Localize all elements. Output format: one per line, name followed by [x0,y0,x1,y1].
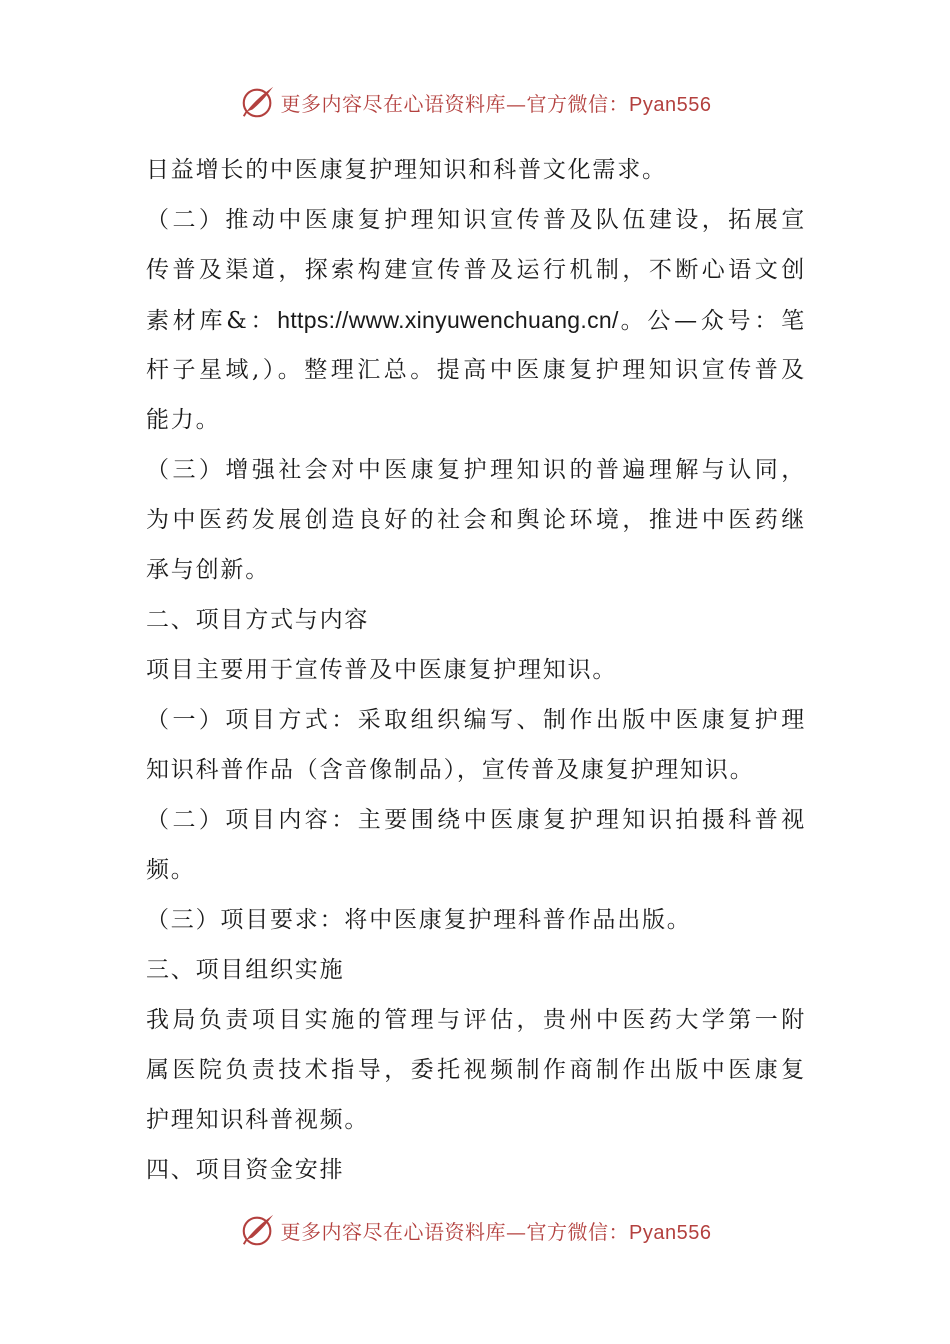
banner-promo-text: 更多内容尽在心语资料库—官方微信： [280,1219,630,1244]
text-line: 承与创新。 [146,557,270,583]
text-line: （三）增强社会对中医康复护理知识的普遍理解与认同， [146,457,806,483]
text-line: （二）推动中医康复护理知识宣传普及队伍建设，拓展宣 [146,207,806,233]
banner-promo-text: 更多内容尽在心语资料库—官方微信： [280,91,630,116]
section-heading: 四、项目资金安排 [146,1157,345,1183]
section-heading: 二、项目方式与内容 [146,607,370,633]
quill-pen-circle-icon [239,1211,277,1249]
text-line: 属医院负责技术指导，委托视频制作商制作出版中医康复 [146,1057,806,1083]
text-line: 传普及渠道，探索构建宣传普及运行机制，不断心语文创 [146,257,806,283]
text-line: 知识科普作品（含音像制品），宣传普及康复护理知识。 [146,757,755,783]
text-line: （三）项目要求：将中医康复护理科普作品出版。 [146,907,692,933]
text-line: 护理知识科普视频。 [146,1107,370,1133]
text-fragment: 。公—众号：笔 [618,308,806,334]
document-body [146,145,806,1195]
footer-banner [0,1208,950,1252]
section-heading: 三、项目组织实施 [146,957,345,983]
text-line: 日益增长的中医康复护理知识和科普文化需求。 [146,157,667,183]
text-line: （一）项目方式：采取组织编写、制作出版中医康复护理 [146,707,806,733]
text-fragment: 素材库&： [146,308,278,334]
text-line: 频。 [146,857,196,883]
text-line: 我局负责项目实施的管理与评估，贵州中医药大学第一附 [146,1007,806,1033]
header-banner-text [281,88,712,117]
text-line: （二）项目内容：主要围绕中医康复护理知识拍摄科普视 [146,807,806,833]
website-link[interactable]: https://www.xinyuwenchuang.cn/ [277,307,619,333]
text-line: 项目主要用于宣传普及中医康复护理知识。 [146,657,618,683]
footer-banner-text [281,1216,712,1245]
text-line: 能力。 [146,407,221,433]
quill-pen-circle-icon [239,83,277,121]
banner-wechat-id: Pyan556 [629,93,712,116]
banner-wechat-id: Pyan556 [629,1221,712,1244]
text-line: 为中医药发展创造良好的社会和舆论环境，推进中医药继 [146,507,806,533]
text-line: 杆子星域,）。整理汇总。提高中医康复护理知识宣传普及 [146,357,806,383]
text-line-with-link [146,295,806,345]
header-banner [0,80,950,124]
